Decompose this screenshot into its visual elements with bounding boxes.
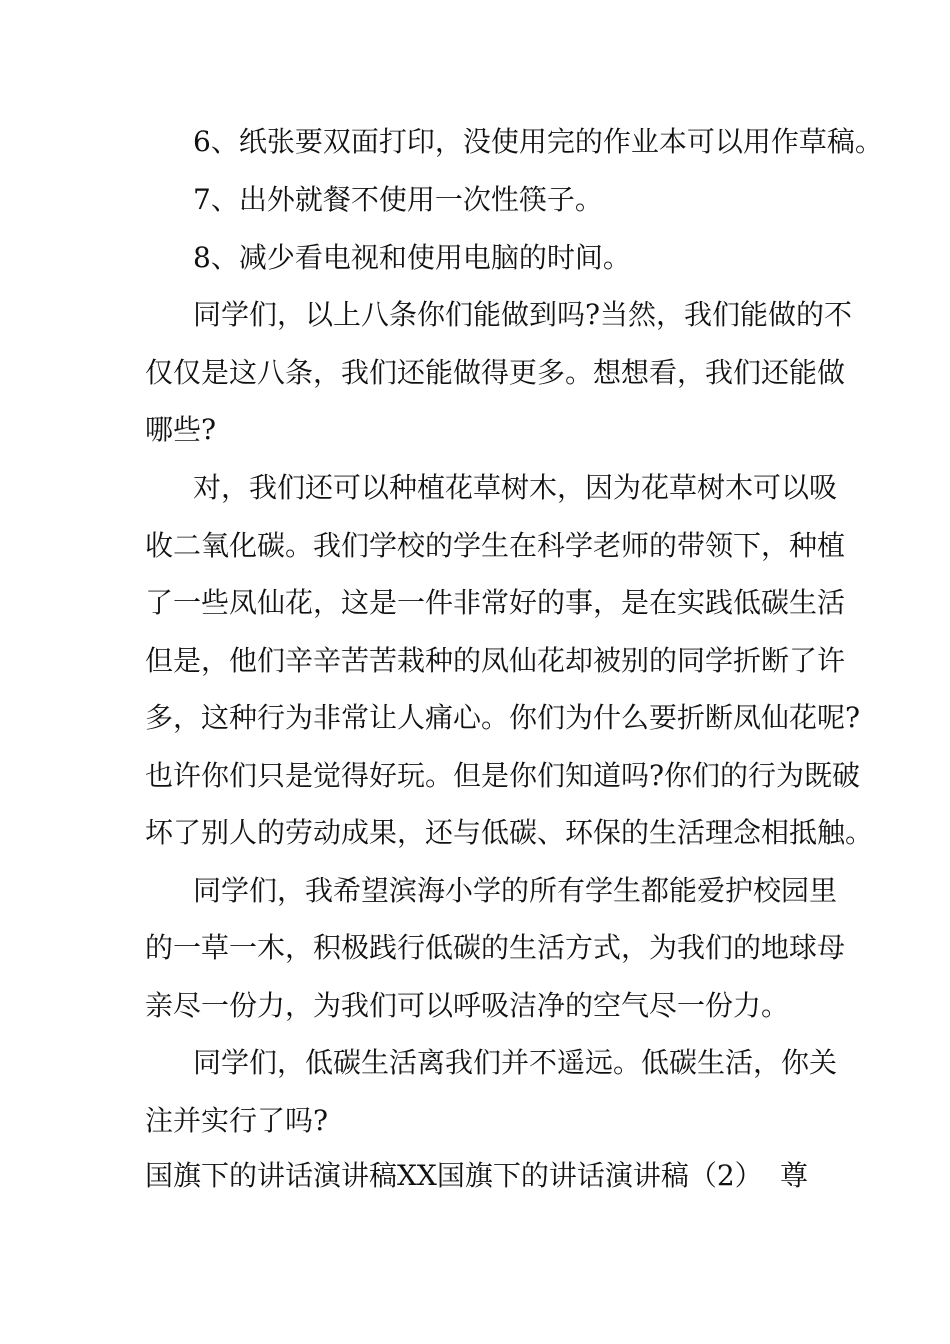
paragraph-line: 同学们，以上八条你们能做到吗?当然，我们能做的不 (193, 298, 853, 331)
trailing-character: 尊 (780, 1159, 809, 1192)
paragraph-line: 也许你们只是觉得好玩。但是你们知道吗?你们的行为既破 (145, 759, 861, 792)
paragraph-line: 同学们，低碳生活离我们并不遥远。低碳生活，你关 (193, 1046, 838, 1079)
paragraph-line: 8、减少看电视和使用电脑的时间。 (193, 241, 631, 274)
paragraph-line: 了一些凤仙花，这是一件非常好的事，是在实践低碳生活 (145, 586, 846, 619)
paragraph-line: 仅仅是这八条，我们还能做得更多。想想看，我们还能做 (145, 356, 846, 389)
paragraph-line: 对，我们还可以种植花草树木，因为花草树木可以吸 (193, 471, 838, 504)
paragraph-line: 注并实行了吗? (145, 1104, 329, 1137)
paragraph-line: 多，这种行为非常让人痛心。你们为什么要折断凤仙花呢? (145, 701, 861, 734)
section-title-line: 国旗下的讲话演讲稿XX国旗下的讲话演讲稿（2） (145, 1159, 763, 1192)
paragraph-line: 的一草一木，积极践行低碳的生活方式，为我们的地球母 (145, 931, 846, 964)
paragraph-line: 7、出外就餐不使用一次性筷子。 (193, 183, 603, 216)
paragraph-line: 哪些? (145, 413, 217, 446)
paragraph-line: 收二氧化碳。我们学校的学生在科学老师的带领下，种植 (145, 529, 846, 562)
paragraph-line: 同学们，我希望滨海小学的所有学生都能爱护校园里 (193, 874, 838, 907)
paragraph-line: 坏了别人的劳动成果，还与低碳、环保的生活理念相抵触。 (145, 816, 874, 849)
paragraph-line: 亲尽一份力，为我们可以呼吸洁净的空气尽一份力。 (145, 989, 790, 1022)
paragraph-line: 但是，他们辛辛苦苦栽种的凤仙花却被别的同学折断了许 (145, 644, 846, 677)
paragraph-line: 6、纸张要双面打印，没使用完的作业本可以用作草稿。 (193, 125, 883, 158)
